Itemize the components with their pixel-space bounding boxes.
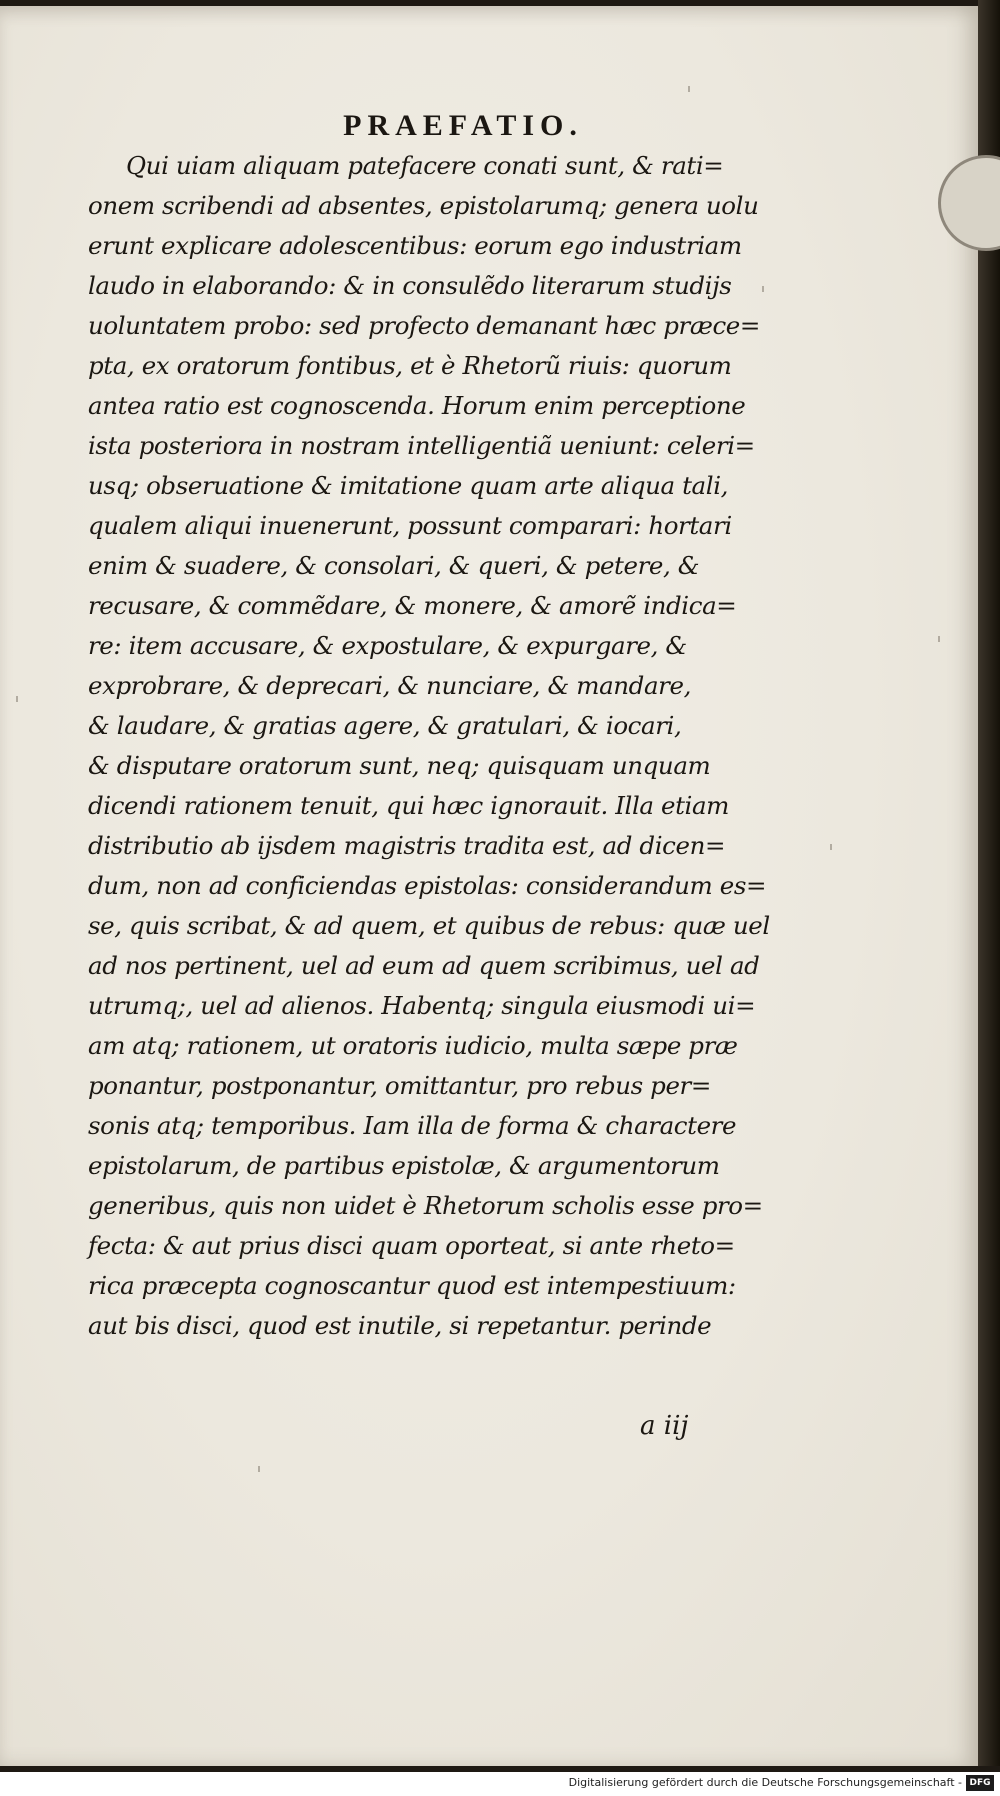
text-line: Qui uiam aliquam patefacere conati sunt, & rati=: [126, 151, 724, 180]
text-line: laudo in elaborando: & in consulẽdo literarum studijs: [88, 271, 732, 300]
text-line: antea ratio est cognoscenda. Horum enim perceptione: [88, 391, 746, 420]
text-line: se, quis scribat, & ad quem, et quibus de rebus: quæ uel: [88, 911, 770, 940]
text-line: enim & suadere, & consolari, & queri, & petere, &: [88, 551, 700, 580]
page-edge: [978, 0, 1000, 1766]
text-line: aut bis disci, quod est inutile, si repetantur. perinde: [88, 1311, 712, 1340]
paper-speck: [16, 696, 18, 702]
paper-leaf: [0, 6, 981, 1766]
paper-speck: [938, 636, 940, 642]
text-line: & disputare oratorum sunt, neq; quisquam unquam: [88, 751, 711, 780]
text-line: utrumq;, uel ad alienos. Habentq; singula eiusmodi ui=: [88, 991, 756, 1020]
text-line: usq; obseruatione & imitatione quam arte aliqua tali,: [88, 471, 729, 500]
text-line: am atq; rationem, ut oratoris iudicio, multa sæpe præ: [88, 1031, 738, 1060]
paper-speck: [688, 86, 690, 92]
dfg-logo: DFG: [966, 1775, 994, 1791]
paper-speck: [830, 844, 832, 850]
body-text: [88, 146, 768, 1346]
footer-credit: Digitalisierung gefördert durch die Deutsche Forschungsgemeinschaft -: [568, 1776, 962, 1789]
text-line: qualem aliqui inuenerunt, possunt comparari: hortari: [88, 511, 732, 540]
text-line: rica præcepta cognoscantur quod est intempestiuum:: [88, 1271, 736, 1300]
text-line: erunt explicare adolescentibus: eorum ego industriam: [88, 231, 742, 260]
text-line: generibus, quis non uidet è Rhetorum scholis esse pro=: [88, 1191, 763, 1220]
paper-speck: [258, 1466, 260, 1472]
paper-speck: [762, 286, 764, 292]
text-line: onem scribendi ad absentes, epistolarumq; genera uolu: [88, 191, 759, 220]
text-line: exprobrare, & deprecari, & nunciare, & mandare,: [88, 671, 691, 700]
signature-mark: a iij: [640, 1411, 689, 1441]
text-line: uoluntatem probo: sed profecto demanant hæc præce=: [88, 311, 761, 340]
text-line: ad nos pertinent, uel ad eum ad quem scribimus, uel ad: [88, 951, 760, 980]
text-line: & laudare, & gratias agere, & gratulari, & iocari,: [88, 711, 682, 740]
page-heading: PRAEFATIO.: [343, 109, 583, 142]
text-line: dum, non ad conficiendas epistolas: considerandum es=: [88, 871, 767, 900]
text-line: epistolarum, de partibus epistolæ, & argumentorum: [88, 1151, 720, 1180]
text-block: [88, 106, 768, 1346]
text-line: ponantur, postponantur, omittantur, pro rebus per=: [88, 1071, 711, 1100]
text-line: sonis atq; temporibus. Iam illa de forma & charactere: [88, 1111, 737, 1140]
footer-bar: [0, 1772, 1000, 1796]
text-line: distributio ab ijsdem magistris tradita est, ad dicen=: [88, 831, 726, 860]
text-line: ista posteriora in nostram intelligentiã ueniunt: celeri=: [88, 431, 755, 460]
text-line: dicendi rationem tenuit, qui hæc ignorauit. Illa etiam: [88, 791, 730, 820]
text-line: recusare, & commẽdare, & monere, & amorẽ indica=: [88, 591, 737, 620]
text-line: pta, ex oratorum fontibus, et è Rhetorũ riuis: quorum: [88, 351, 732, 380]
text-line: fecta: & aut prius disci quam oporteat, si ante rheto=: [88, 1231, 735, 1260]
text-line: re: item accusare, & expostulare, & expurgare, &: [88, 631, 687, 660]
